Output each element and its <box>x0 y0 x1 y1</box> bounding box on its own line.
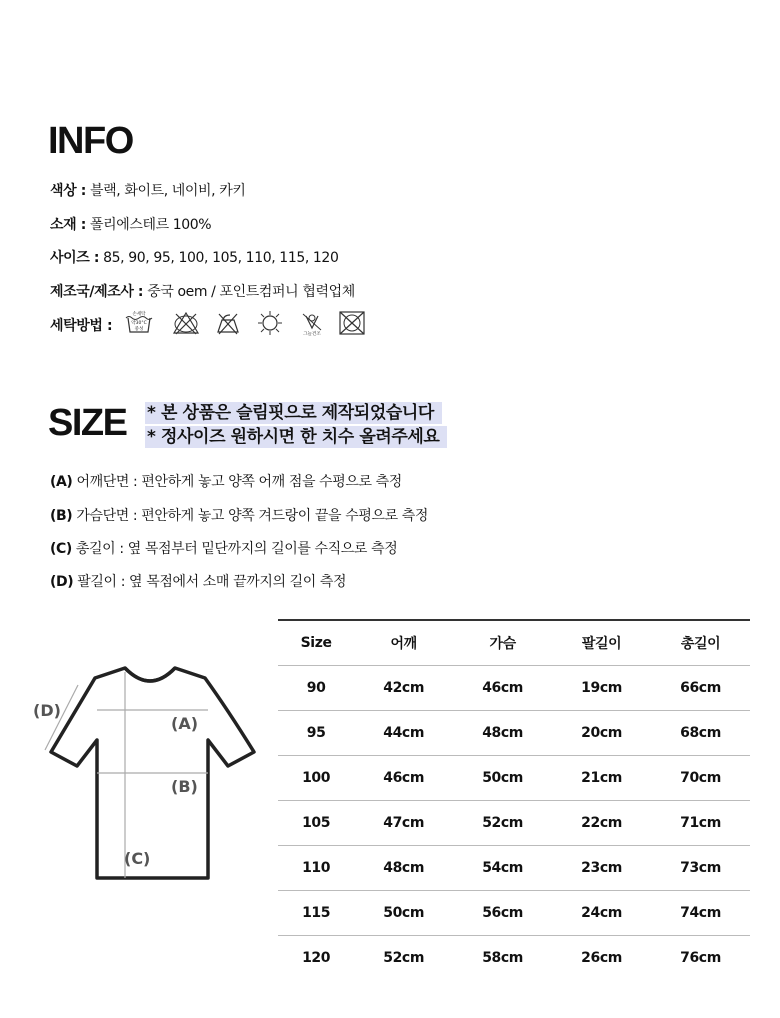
cell-chest: 54cm <box>453 846 552 891</box>
cell-length: 76cm <box>680 950 721 966</box>
cell-shoulder: 46cm <box>354 756 453 801</box>
cell-shoulder: 50cm <box>354 891 453 936</box>
cell-size: 90 <box>278 666 354 711</box>
info-color-value: 블랙, 화이트, 네이비, 카키 <box>85 183 246 199</box>
cell-length: 66cm <box>651 666 750 711</box>
measure-c-text: 총길이 : 옆 목점부터 밑단까지의 길이를 수직으로 측정 <box>71 541 398 557</box>
table-row <box>278 936 750 981</box>
measure-b <box>50 505 428 525</box>
table-row <box>278 846 750 891</box>
cell-length: 68cm <box>651 711 750 756</box>
cell-sleeve: 23cm <box>552 846 651 891</box>
slim-fit-notice: * 본 상품은 슬림핏으로 제작되었습니다 <box>145 402 442 424</box>
header-shoulder: 어깨 <box>354 620 453 666</box>
cell-length: 70cm <box>651 756 750 801</box>
measure-b-label: (B) <box>50 508 73 524</box>
cell-size: 120 <box>302 950 331 966</box>
info-material-label: 소재 : <box>50 217 86 233</box>
measure-c-label: (C) <box>50 541 72 557</box>
diagram-label-a: (A) <box>171 714 199 733</box>
cell-sleeve: 19cm <box>552 666 651 711</box>
header-sleeve: 팔길이 <box>552 620 651 666</box>
table-row <box>278 666 750 711</box>
table-row <box>278 891 750 936</box>
cell-shoulder: 47cm <box>354 801 453 846</box>
cell-chest: 48cm <box>453 711 552 756</box>
info-material-value: 폴리에스테르 100% <box>85 217 212 233</box>
info-color-row <box>50 180 246 200</box>
cell-size: 110 <box>278 846 354 891</box>
measure-b-text: 가슴단면 : 편안하게 놓고 양쪽 겨드랑이 끝을 수평으로 측정 <box>72 508 429 524</box>
svg-text:중성: 중성 <box>134 327 144 332</box>
cell-length: 74cm <box>651 891 750 936</box>
table-row <box>278 801 750 846</box>
measure-a <box>50 471 402 491</box>
measure-a-label: (A) <box>50 474 73 490</box>
measure-c <box>50 538 397 558</box>
header-length: 총길이 <box>651 620 750 666</box>
cell-length: 73cm <box>651 846 750 891</box>
cell-sleeve: 21cm <box>552 756 651 801</box>
size-up-notice: * 정사이즈 원하시면 한 치수 올려주세요 <box>145 426 447 448</box>
cell-shoulder: 42cm <box>354 666 453 711</box>
no-tumble-dry-icon <box>338 310 366 336</box>
svg-text:그늘건조: 그늘건조 <box>303 332 321 336</box>
header-size: Size <box>278 620 354 666</box>
info-material-row <box>50 214 211 234</box>
cell-chest: 56cm <box>453 891 552 936</box>
no-chlorine-bleach-icon <box>172 310 200 336</box>
info-color-label: 색상 : <box>50 183 86 199</box>
cell-chest: 50cm <box>453 756 552 801</box>
size-table-header <box>278 620 750 666</box>
info-care-row <box>50 315 112 335</box>
info-sizes-row <box>50 247 338 267</box>
cell-shoulder: 44cm <box>354 711 453 756</box>
cell-sleeve: 24cm <box>552 891 651 936</box>
svg-text:약30°C: 약30°C <box>131 321 147 326</box>
cell-sleeve: 22cm <box>552 801 651 846</box>
cell-shoulder: 48cm <box>354 846 453 891</box>
cell-shoulder: 52cm <box>383 950 425 966</box>
diagram-label-c: (C) <box>124 849 151 868</box>
cell-sleeve: 26cm <box>581 950 622 966</box>
info-sizes-label: 사이즈 : <box>50 250 100 266</box>
cell-chest: 58cm <box>482 950 523 966</box>
cell-sleeve: 20cm <box>552 711 651 756</box>
size-title: SIZE <box>48 402 127 444</box>
measure-d-text: 팔길이 : 옆 목점에서 소매 끝까지의 길이 측정 <box>73 574 347 590</box>
cell-length: 71cm <box>651 801 750 846</box>
measure-d <box>50 571 346 591</box>
hang-dry-shade-icon <box>298 310 326 336</box>
info-sizes-value: 85, 90, 95, 100, 105, 110, 115, 120 <box>99 250 339 266</box>
size-table <box>278 619 750 980</box>
diagram-label-d: (D) <box>33 701 61 720</box>
info-origin-row <box>50 281 355 301</box>
diagram-label-b: (B) <box>171 777 198 796</box>
info-title: INFO <box>48 120 133 162</box>
table-row <box>278 711 750 756</box>
header-chest: 가슴 <box>453 620 552 666</box>
table-row <box>278 756 750 801</box>
hand-wash-30c-icon <box>125 310 153 336</box>
cell-size: 100 <box>278 756 354 801</box>
info-origin-label: 제조국/제조사 : <box>50 284 144 300</box>
no-dry-clean-icon <box>256 310 284 336</box>
no-iron-icon <box>214 310 242 336</box>
cell-size: 95 <box>278 711 354 756</box>
measure-a-text: 어깨단면 : 편안하게 놓고 양쪽 어깨 점을 수평으로 측정 <box>72 474 402 490</box>
measure-d-label: (D) <box>50 574 74 590</box>
info-origin-value: 중국 oem / 포인트컴퍼니 협력업체 <box>143 284 355 300</box>
cell-chest: 46cm <box>453 666 552 711</box>
cell-chest: 52cm <box>453 801 552 846</box>
svg-text:손세탁: 손세탁 <box>132 312 146 317</box>
info-care-label: 세탁방법 : <box>50 318 113 334</box>
cell-size: 105 <box>278 801 354 846</box>
cell-size: 115 <box>278 891 354 936</box>
